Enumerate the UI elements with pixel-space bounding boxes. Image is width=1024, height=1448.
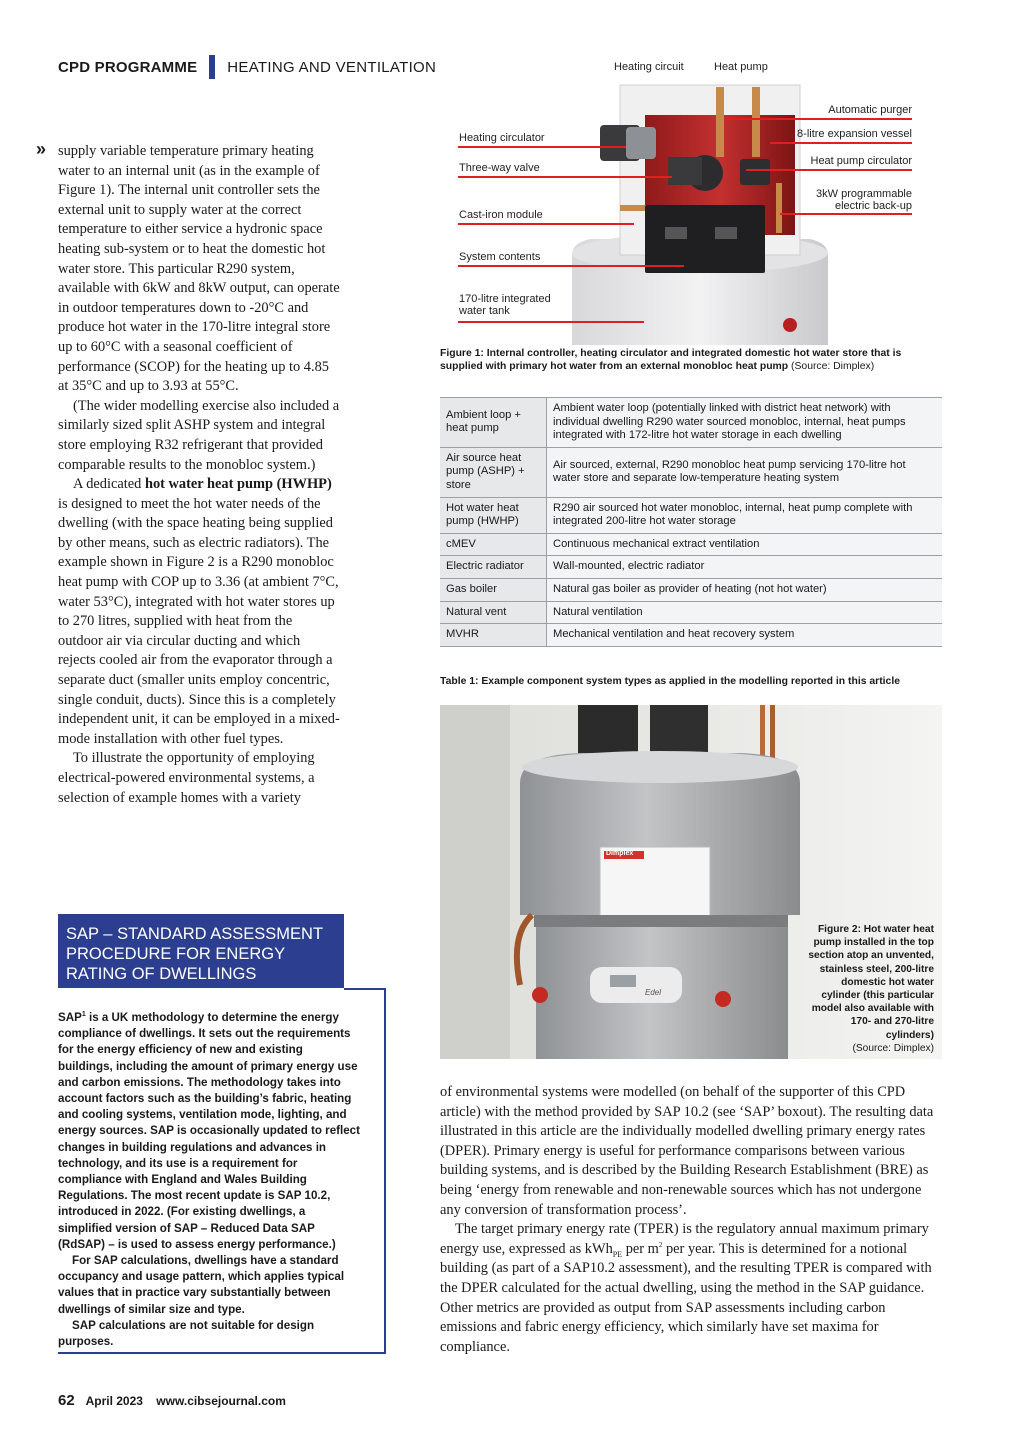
boxout-border [344, 988, 386, 990]
paragraph: SAP$^1$ is a UK methodology to determine the energy compliance of dwellings. It sets out the requirements for the energy efficiency of new and existing buildings, including the amount of primary energy use and carbon emissions. The methodology takes into account factors such as the building’s fabric, heating and cooling systems, ventilation mode, lighting, and energy sources. SAP is occasionally updated to reflect changes in building regulations and advances in technology, and its use is a requirement for compliance with England and Wales Building Regulations. The most recent update is SAP 10.2, introduced in 2022. (For existing dwellings, a simplified version of SAP – Reduced Data SAP (RdSAP) – is used to assess energy performance.) [58, 1011, 360, 1251]
paragraph: For SAP calculations, dwellings have a standard occupancy and usage pattern, which applies typical values that in practice vary substantially between dwellings of similar size and type. [58, 1254, 345, 1316]
table-row [440, 601, 942, 624]
callout-line [780, 213, 912, 215]
issue-date: April 2023 [85, 1394, 143, 1408]
callout-line [724, 118, 912, 120]
system-type-cell: Electric radiator [440, 556, 547, 579]
boxout-border [384, 988, 386, 1352]
topic-label: HEATING AND VENTILATION [227, 58, 437, 76]
figure-1 [440, 55, 940, 345]
table-row [440, 497, 942, 533]
label-system-contents: System contents [459, 251, 541, 263]
sap-boxout-heading: SAP – STANDARD ASSESSMENT PROCEDURE FOR ENERGY RATING OF DWELLINGS [58, 914, 344, 988]
paragraph: SAP calculations are not suitable for design purposes. [58, 1318, 315, 1349]
system-type-cell: MVHR [440, 624, 547, 647]
callout-line [458, 223, 634, 225]
table-row [440, 556, 942, 579]
callout-line [746, 169, 912, 171]
label-heat-pump: Heat pump [714, 61, 768, 73]
paragraph: A dedicated hot water heat pump (HWHP) is designed to meet the hot water needs of the dwelling (with the space heating being supplied by other means, such as electric radiators). The example shown in Figure 2 is a R290 monobloc heat pump with COP up to 3.36 (at ambient 7°C, water 53°C), integrated with hot water stores up to 270 litres, supplied with heat from the outdoor air via circular ducting and which rejects cooled air from the evaporator through a separate duct (smaller units employ concentric, single conduit, ducts). Since this is a completely independent unit, it can be employed in a mixed-mode installation with other fuel types. [58, 476, 340, 747]
label-automatic-purger: Automatic purger [828, 104, 912, 116]
table-1-caption: Table 1: Example component system types as applied in the modelling reported in this article [440, 676, 900, 687]
system-type-cell: Air source heat pump (ASHP) + store [440, 447, 547, 497]
description-cell: Ambient water loop (potentially linked with district heat network) with individual dwelling R290 water sourced monobloc, internal, heat pumps integrated with 172-litre hot water storage in each dwelling [547, 398, 943, 448]
left-column-text [36, 139, 340, 808]
system-type-cell: cMEV [440, 533, 547, 556]
system-type-cell: Gas boiler [440, 578, 547, 601]
boxout-border [58, 1352, 386, 1354]
paragraph: of environmental systems were modelled (on behalf of the supporter of this CPD article) with the method provided by SAP 10.2 (see ‘SAP’ boxout). The resulting data illustrated in this article are the individually modelled dwelling primary energy rates (DPER). Primary energy is useful for performance comparisons between various building systems, and is described by the Building Research Establishment (BRE) as being ‘energy from renewable and non-renewable sources which has not undergone any conversion of transformation process’. [440, 1084, 934, 1218]
label-heating-circuit: Heating circuit [614, 61, 684, 73]
callout-line [458, 265, 684, 267]
table-body [440, 398, 942, 647]
description-cell: Natural gas boiler as provider of heating (not hot water) [547, 578, 943, 601]
page-number: 62 [58, 1392, 75, 1409]
paragraph: (The wider modelling exercise also included a similarly sized split ASHP system and integral store employing R32 refrigerant that provided comparable results to the monobloc system.) [58, 397, 340, 473]
description-cell: R290 air sourced hot water monobloc, internal, heat pump complete with integrated 200-litre hot water storage [547, 497, 943, 533]
callout-line [458, 146, 626, 148]
description-cell: Natural ventilation [547, 601, 943, 624]
description-cell: Air sourced, external, R290 monobloc heat pump servicing 170-litre hot water store and separate low-temperature heating system [547, 447, 943, 497]
continuation-chevron-icon: » [36, 139, 47, 159]
system-type-cell: Ambient loop + heat pump [440, 398, 547, 448]
journal-url: www.cibsejournal.com [156, 1394, 286, 1408]
system-type-cell: Natural vent [440, 601, 547, 624]
description-cell: Continuous mechanical extract ventilation [547, 533, 943, 556]
sap-boxout-body [58, 1010, 360, 1350]
panel-brand: Edel [645, 988, 662, 997]
brand-logo: Dimplex [606, 850, 634, 857]
table-row [440, 447, 942, 497]
system-type-cell: Hot water heat pump (HWHP) [440, 497, 547, 533]
table-row [440, 398, 942, 448]
label-expansion-vessel: 8-litre expansion vessel [797, 128, 912, 140]
description-cell: Wall-mounted, electric radiator [547, 556, 943, 579]
label-heat-pump-circulator: Heat pump circulator [810, 155, 912, 167]
table-row [440, 533, 942, 556]
figure-1-caption: Figure 1: Internal controller, heating circulator and integrated domestic hot water store that is supplied with primary hot water from an external monobloc heat pump (Source: Dimplex) [440, 348, 902, 372]
figure-2-photo [440, 705, 942, 1059]
callout-line [458, 321, 644, 323]
header-divider [209, 55, 215, 79]
callout-line [770, 142, 912, 144]
label-cast-iron-module: Cast-iron module [459, 209, 543, 221]
paragraph: The target primary energy rate (TPER) is the regulatory annual maximum primary energy use, expressed as kWh$_{PE}$ per $m^2$ per year. This is determined for a notional building (as part of a SAP10.2 assessment), and the resulting TPER is compared with the DPER calculated for the actual dwelling, using the method in the SAP guidance. Other metrics are provided as output from SAP assessments including carbon emissions and fabric energy efficiency, which similarly have set maxima for compliance. [440, 1221, 932, 1355]
page-footer [58, 1392, 286, 1409]
term-hwhp: hot water heat pump (HWHP) [144, 476, 332, 493]
table-row [440, 624, 942, 647]
table-1 [440, 397, 942, 647]
page-header [58, 56, 436, 78]
figure-2-caption: Figure 2: Hot water heat pump installed in the top section atop an unvented, stainless steel, 200-litre domestic hot water cylinder (this particular model also available with 170- and 270-litre cylinders) (Source: Dimplex) [808, 924, 934, 1054]
label-electric-backup: 3kW programmable electric back-up [816, 188, 912, 212]
paragraph: To illustrate the opportunity of employing electrical-powered environmental systems, a selection of example homes with a variety [58, 750, 315, 806]
table-row [440, 578, 942, 601]
right-column-text [440, 1083, 940, 1357]
section-label: CPD PROGRAMME [58, 58, 198, 76]
label-water-tank: 170-litre integrated water tank [459, 293, 551, 317]
description-cell: Mechanical ventilation and heat recovery system [547, 624, 943, 647]
label-three-way-valve: Three-way valve [459, 162, 540, 174]
paragraph: supply variable temperature primary heating water to an internal unit (as in the example of Figure 1). The internal unit controller sets the external unit to supply water at the correct temperature to either service a hydronic space heating sub-system or to heat the domestic hot water store. This particular R290 system, available with 6kW and 8kW output, can operate in outdoor temperatures down to -20°C and produce hot water in the 170-litre integral store up to 60°C with a seasonal coefficient of performance (SCOP) for the heating up to 4.85 at 35°C and up to 3.93 at 55°C. [58, 143, 340, 395]
callout-line [458, 176, 672, 178]
label-heating-circulator: Heating circulator [459, 132, 545, 144]
sap-boxout [58, 914, 386, 1354]
